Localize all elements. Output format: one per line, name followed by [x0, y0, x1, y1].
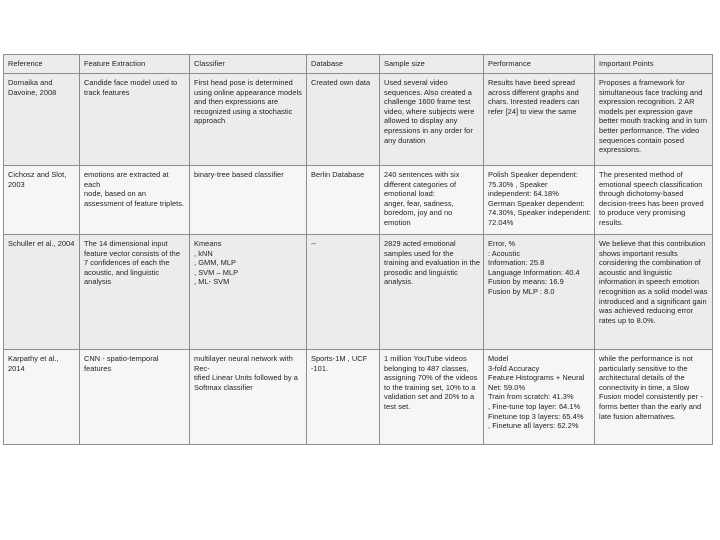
cell-feature-extraction: The 14 dimensional input feature vector consists of the 7 confidences of each the acoustic, and linguistic analysis — [80, 235, 190, 350]
header-feature-extraction: Feature Extraction — [80, 55, 190, 74]
cell-reference: Cichosz and Slot, 2003 — [4, 166, 80, 235]
header-performance: Performance — [484, 55, 595, 74]
cell-sample-size: 2829 acted emotional samples used for the training and evaluation in the prosodic and linguistic analysis. — [380, 235, 484, 350]
cell-important-points: We believe that this contribution shows important results considering the combination of acoustic and linguistic information in speech emotion recognition as a solid model was introduced and a significant gain was achieved reducing error rates up to 8.0%. — [595, 235, 713, 350]
cell-database: -- — [307, 235, 380, 350]
cell-feature-extraction: emotions are extracted at each node, based on an assessment of feature triplets. — [80, 166, 190, 235]
cell-feature-extraction: Candide face model used to track features — [80, 74, 190, 166]
table-row — [4, 166, 713, 235]
table-row — [4, 235, 713, 350]
header-reference: Reference — [4, 55, 80, 74]
table-row — [4, 74, 713, 166]
cell-reference: Karpathy et al., 2014 — [4, 350, 80, 445]
cell-performance: Error, % : Acoustic Information: 25.8 Language Information: 40.4 Fusion by means: 16.9 Fusion by MLP : 8.0 — [484, 235, 595, 350]
cell-classifier: binary-tree based classifier — [190, 166, 307, 235]
cell-performance: Model 3-fold Accuracy Feature Histograms + Neural Net: 59.0% Train from scratch: 41.3% , Fine-tune top layer: 64.1% Finetune top 3 layers: 65.4% , Finetune all layers: 62.2% — [484, 350, 595, 445]
cell-sample-size: Used several video sequences. Also created a challenge 1600 frame test video, where subjects were allowed to display any epressions in any order for any duration — [380, 74, 484, 166]
header-classifier: Classifier — [190, 55, 307, 74]
cell-reference: Dornaika and Davoine, 2008 — [4, 74, 80, 166]
cell-classifier: First head pose is determined using online appearance models and then expressions are recognized using a stochastic approach — [190, 74, 307, 166]
cell-important-points: while the performance is not particularly sensitive to the architectural details of the connectivity in time, a Slow Fusion model consistently per - forms better than the early and late fusion alternatives. — [595, 350, 713, 445]
cell-important-points: The presented method of emotional speech classification through dichotomy-based decision-trees has been proved to produce very promising results. — [595, 166, 713, 235]
header-database: Database — [307, 55, 380, 74]
cell-performance: Results have beed spread across different graphs and chars. Inrested readers can refer [24] to view the same — [484, 74, 595, 166]
cell-database: Sports-1M , UCF -101. — [307, 350, 380, 445]
cell-sample-size: 1 million YouTube videos belonging to 487 classes, assigning 70% of the videos to the training set, 10% to a validation set and 20% to a test set. — [380, 350, 484, 445]
cell-important-points: Proposes a framework for simultaneous face tracking and expression recognition. 2 AR models per expression gave better mouth tracking and in turn better performance. The video sequences contain posed expressions. — [595, 74, 713, 166]
cell-classifier: multilayer neural network with Rec- tified Linear Units followed by a Softmax classifier — [190, 350, 307, 445]
cell-database: Berlin Database — [307, 166, 380, 235]
comparison-table — [3, 54, 713, 445]
header-important-points: Important Points — [595, 55, 713, 74]
cell-sample-size: 240 sentences with six different categories of emotional load: anger, fear, sadness, boredom, joy and no emotion — [380, 166, 484, 235]
cell-database: Created own data — [307, 74, 380, 166]
table-row — [4, 350, 713, 445]
cell-performance: Polish Speaker dependent: 75.30% , Speaker independent: 64.18% German Speaker dependent: 74.30%, Speaker independent: 72.04% — [484, 166, 595, 235]
cell-feature-extraction: CNN - spatio-temporal features — [80, 350, 190, 445]
table-header-row — [4, 55, 713, 74]
cell-reference: Schuller et al., 2004 — [4, 235, 80, 350]
cell-classifier: Kmeans , kNN , GMM, MLP , SVM – MLP , ML- SVM — [190, 235, 307, 350]
header-sample-size: Sample size — [380, 55, 484, 74]
